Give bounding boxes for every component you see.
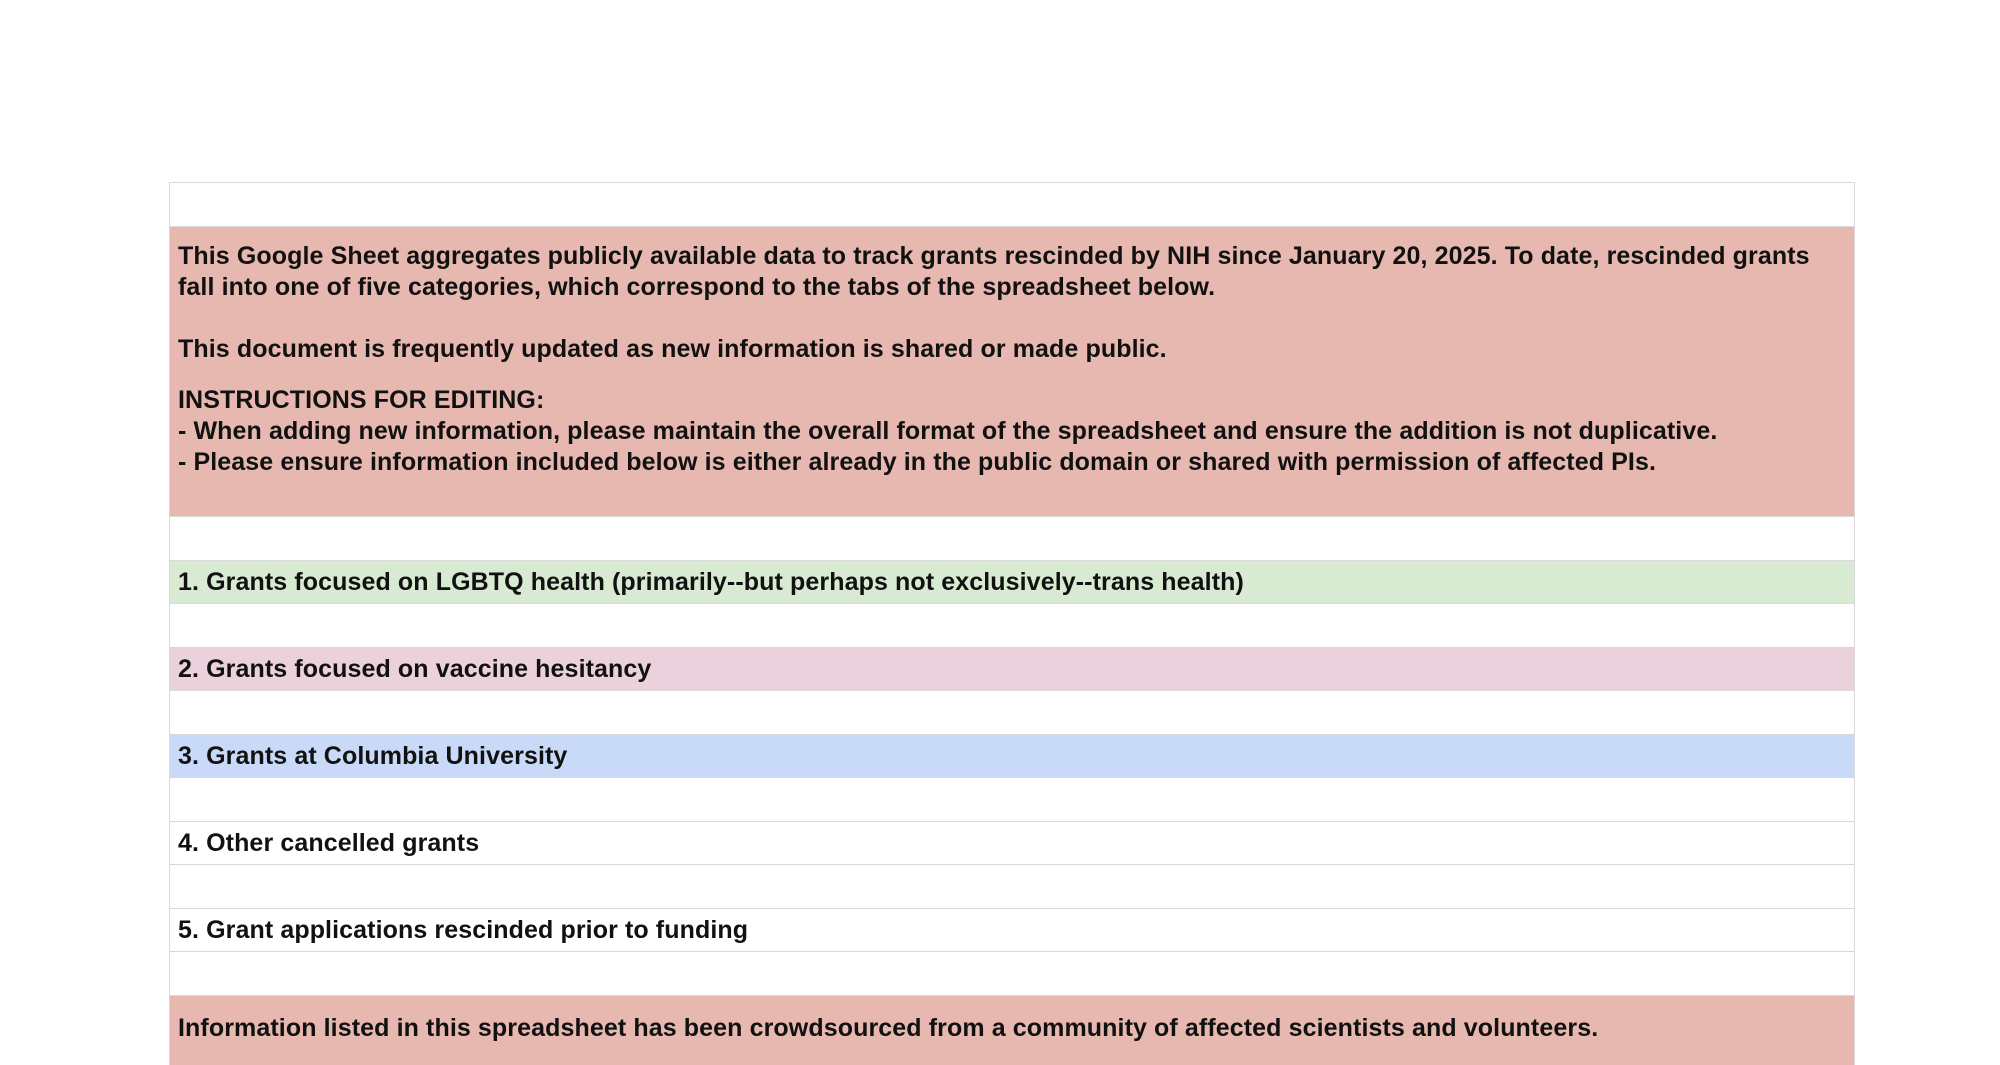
empty-row[interactable]: [170, 603, 1854, 647]
empty-row[interactable]: [170, 951, 1854, 995]
category-label: 4. Other cancelled grants: [178, 828, 480, 857]
category-rescinded-applications[interactable]: [170, 908, 1854, 951]
footer-text: Information listed in this spreadsheet has been crowdsourced from a community of affected scientists and volunteers.: [178, 1014, 1599, 1042]
intro-paragraph-2: This document is frequently updated as new information is shared or made public.: [178, 335, 1167, 363]
category-other-cancelled[interactable]: [170, 821, 1854, 864]
instructions-heading: INSTRUCTIONS FOR EDITING:: [178, 386, 545, 414]
empty-row[interactable]: [170, 182, 1854, 226]
category-vaccine-hesitancy[interactable]: [170, 647, 1854, 690]
instruction-item: - When adding new information, please maintain the overall format of the spreadsheet and ensure the addition is not duplicative.: [178, 417, 1718, 445]
intro-cell[interactable]: [170, 226, 1854, 516]
empty-row[interactable]: [170, 864, 1854, 908]
category-label: 3. Grants at Columbia University: [178, 741, 568, 770]
instruction-item: - Please ensure information included below is either already in the public domain or shared with permission of affected PIs.: [178, 448, 1656, 476]
empty-row[interactable]: [170, 516, 1854, 560]
empty-row[interactable]: [170, 777, 1854, 821]
category-columbia-university[interactable]: [170, 734, 1854, 777]
category-label: 2. Grants focused on vaccine hesitancy: [178, 654, 652, 683]
footer-note[interactable]: [170, 995, 1854, 1065]
spreadsheet-table: [169, 182, 1855, 1065]
empty-row[interactable]: [170, 690, 1854, 734]
category-label: 1. Grants focused on LGBTQ health (primarily--but perhaps not exclusively--trans health): [178, 567, 1244, 596]
intro-paragraph-1: This Google Sheet aggregates publicly available data to track grants rescinded by NIH since January 20, 2025. To date, rescinded grants fall into one of five categories, which correspond to the tabs of the spreadsheet below.: [178, 242, 1810, 301]
category-lgbtq-health[interactable]: [170, 560, 1854, 603]
category-label: 5. Grant applications rescinded prior to funding: [178, 915, 749, 944]
